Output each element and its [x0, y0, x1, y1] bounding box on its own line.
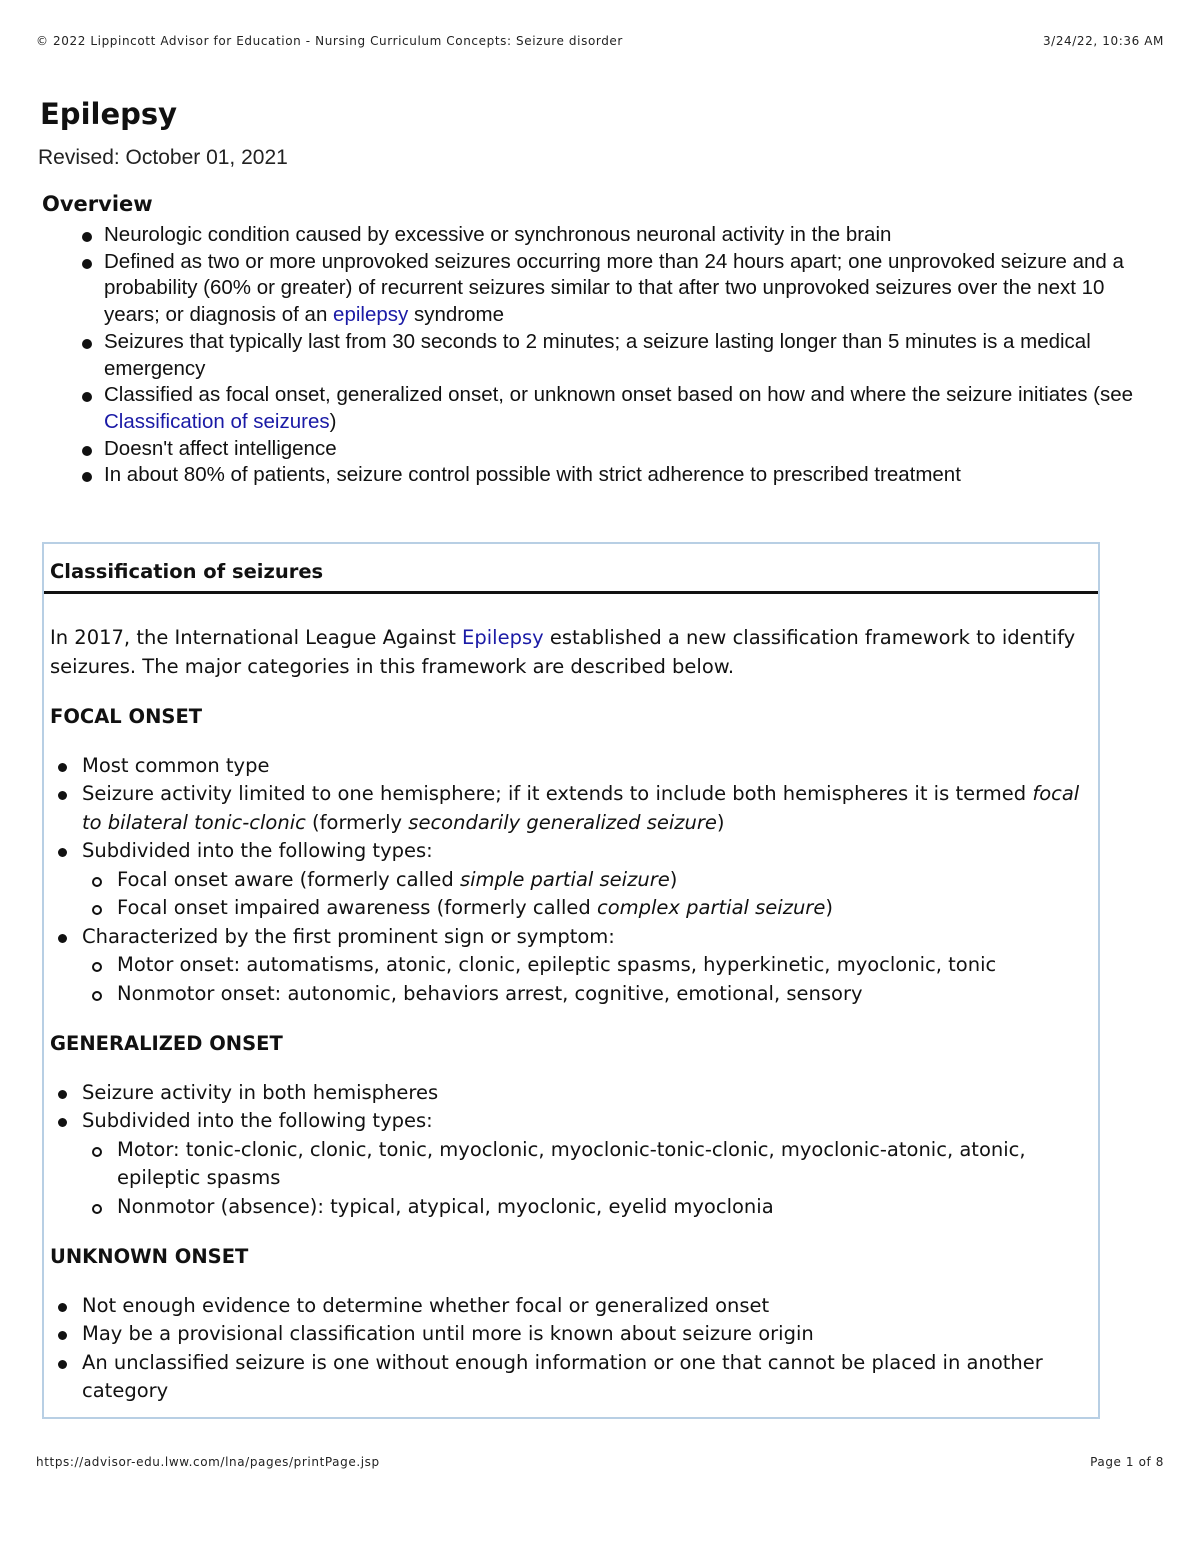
sub-list: [82, 866, 1092, 923]
epilepsy-link[interactable]: epilepsy: [333, 303, 409, 327]
item-emphasis: simple partial seizure: [459, 867, 670, 891]
epilepsy-intro-link[interactable]: Epilepsy: [462, 626, 544, 649]
overview-item: Doesn't affect intelligence: [104, 436, 1165, 463]
unknown-onset-heading: UNKNOWN ONSET: [50, 1245, 249, 1268]
page-title: Epilepsy: [40, 97, 178, 131]
print-header: [36, 34, 1164, 48]
list-item: An unclassified seizure is one without enough information or one that cannot be placed in another category: [82, 1349, 1092, 1406]
item-emphasis: complex partial seizure: [596, 896, 826, 919]
list-item: [82, 780, 1092, 837]
overview-item-text: Defined as two or more unprovoked seizures occurring more than 24 hours apart; one unprovoked seizure and a probability (60% or greater) of recurrent seizures similar to that after two unprovoked seizures over the next 10 years; or diagnosis of an: [104, 249, 1124, 327]
list-item: [82, 837, 1092, 923]
item-text: Characterized by the first prominent sign or symptom:: [82, 924, 615, 948]
item-text: Seizure activity limited to one hemisphere; if it extends to include both hemispheres it is termed: [82, 782, 1033, 805]
overview-item: Seizures that typically last from 30 seconds to 2 minutes; a seizure lasting longer than 5 minutes is a medical emergency: [104, 329, 1165, 382]
list-item: Most common type: [82, 752, 1092, 781]
overview-heading: Overview: [42, 192, 153, 216]
overview-list: [40, 222, 1165, 489]
overview-item-text: syndrome: [408, 303, 504, 327]
print-header-title: © 2022 Lippincott Advisor for Education - Nursing Curriculum Concepts: Seizure disorder: [36, 34, 623, 48]
sub-list-item: Motor: tonic-clonic, clonic, tonic, myoclonic, myoclonic-tonic-clonic, myoclonic-atonic, atonic, epileptic spasms: [117, 1136, 1092, 1193]
intro-text: In 2017, the International League Against: [50, 626, 463, 649]
overview-item: Neurologic condition caused by excessive or synchronous neuronal activity in the brain: [104, 222, 1165, 249]
list-item: May be a provisional classification until more is known about seizure origin: [82, 1320, 1092, 1349]
classification-body: [44, 594, 1098, 1406]
classification-title: Classification of seizures: [44, 544, 1098, 594]
item-text: ): [669, 867, 678, 891]
item-text: (formerly: [305, 810, 409, 834]
sub-list: [82, 951, 1092, 1008]
list-item: [82, 923, 1092, 1009]
print-footer: [36, 1455, 1164, 1469]
item-text: ): [825, 896, 833, 919]
sub-list-item: Motor onset: automatisms, atonic, clonic, epileptic spasms, hyperkinetic, myoclonic, tonic: [117, 951, 1092, 980]
page-content: [40, 96, 1165, 489]
overview-item-text: ): [329, 409, 337, 433]
item-text: Focal onset aware (formerly called: [117, 867, 460, 891]
item-emphasis: focal to bilateral tonic-clonic: [82, 782, 1080, 834]
page-number: Page 1 of 8: [1090, 1455, 1164, 1469]
overview-item-text: Classified as focal onset, generalized onset, or unknown onset based on how and where the seizure initiates (see: [104, 383, 1134, 407]
print-footer-url: https://advisor-edu.lww.com/lna/pages/printPage.jsp: [36, 1455, 380, 1469]
classification-intro: [50, 624, 1092, 681]
unknown-onset-list: [50, 1292, 1092, 1406]
sub-list-item: Nonmotor (absence): typical, atypical, myoclonic, eyelid myoclonia: [117, 1193, 1092, 1222]
print-header-timestamp: 3/24/22, 10:36 AM: [1042, 34, 1164, 48]
item-text: Subdivided into the following types:: [82, 1109, 433, 1132]
overview-item: [104, 382, 1165, 435]
item-text: Focal onset impaired awareness (formerly called: [117, 896, 597, 919]
list-item: Seizure activity in both hemispheres: [82, 1079, 1092, 1108]
item-emphasis: secondarily generalized seizure: [408, 810, 717, 834]
focal-onset-list: [50, 752, 1092, 1009]
overview-item: [104, 249, 1165, 329]
item-text: ): [716, 810, 725, 834]
list-item: [82, 1107, 1092, 1221]
revised-date: Revised: October 01, 2021: [38, 146, 288, 169]
generalized-onset-heading: GENERALIZED ONSET: [50, 1032, 283, 1055]
sub-list-item: Nonmotor onset: autonomic, behaviors arrest, cognitive, emotional, sensory: [117, 980, 1092, 1009]
classification-of-seizures-link[interactable]: Classification of seizures: [104, 409, 330, 433]
item-text: Subdivided into the following types:: [82, 839, 433, 862]
overview-item: In about 80% of patients, seizure control possible with strict adherence to prescribed treatment: [104, 462, 1165, 489]
classification-box: [42, 542, 1100, 1419]
focal-onset-heading: FOCAL ONSET: [50, 705, 203, 728]
sub-list-item: [117, 894, 1092, 923]
intro-text: established a new classification framework to identify seizures. The major categories in this framework are described below.: [50, 626, 1076, 678]
list-item: Not enough evidence to determine whether focal or generalized onset: [82, 1292, 1092, 1321]
generalized-onset-list: [50, 1079, 1092, 1222]
sub-list-item: [117, 866, 1092, 895]
sub-list: [82, 1136, 1092, 1222]
